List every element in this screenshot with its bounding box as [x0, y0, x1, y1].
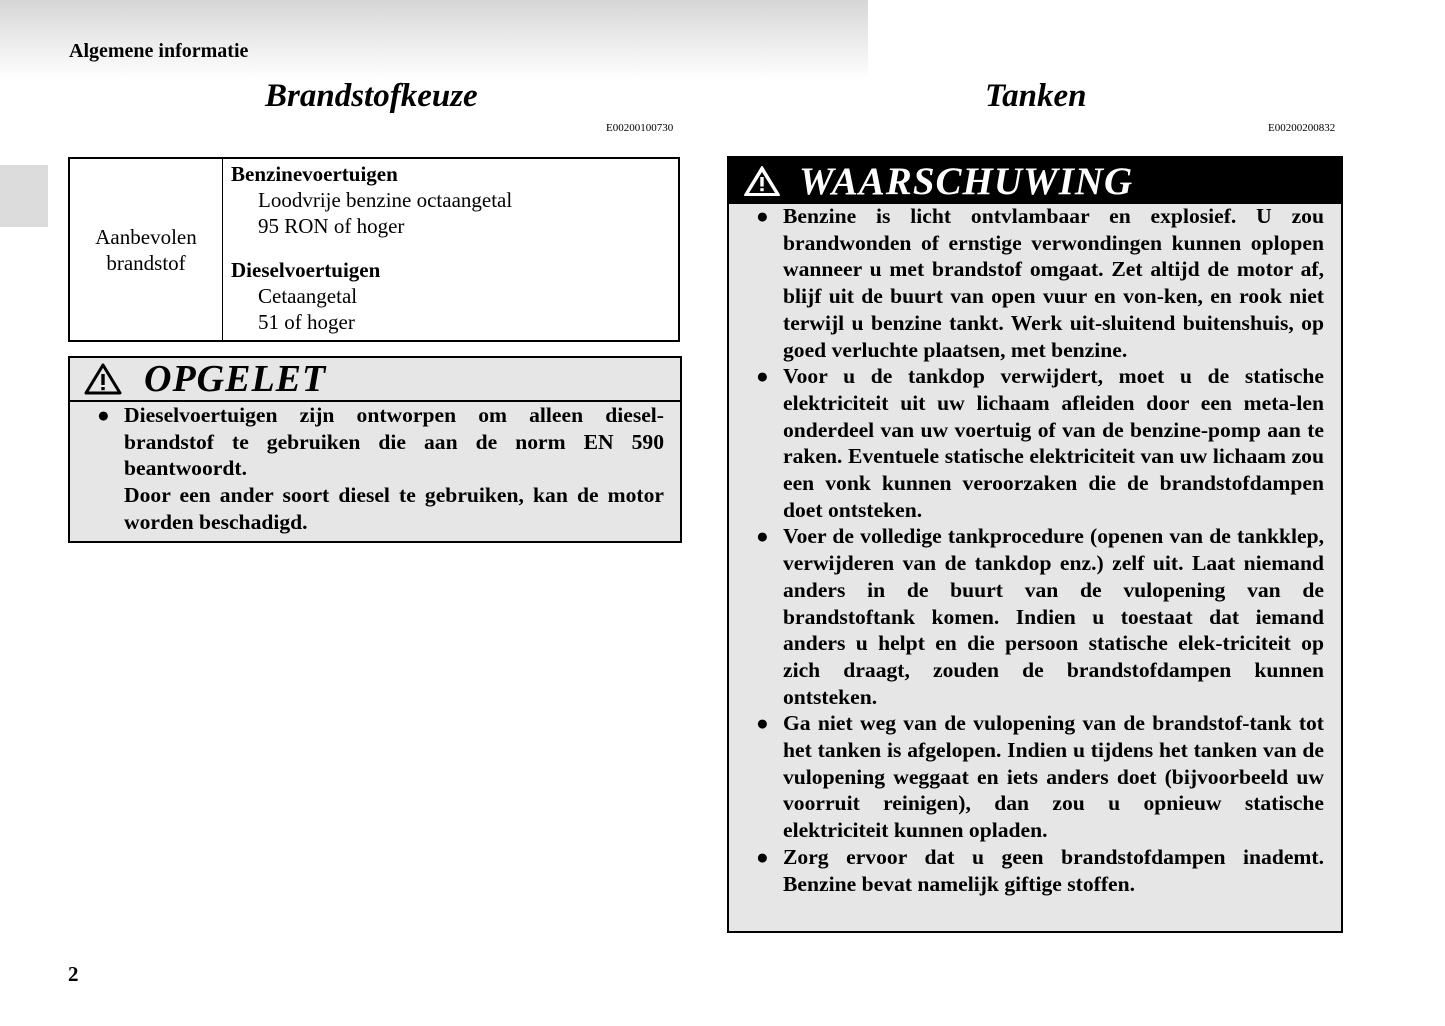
left-section-code: E00200100730	[606, 122, 674, 134]
caution-bullet	[97, 402, 664, 536]
petrol-heading: Benzinevoertuigen	[231, 162, 398, 186]
warning-bullet-text: Zorg ervoor dat u geen brandstofdampen inademt. Benzine bevat namelijk giftige stoffen.	[783, 844, 1324, 896]
fuel-table-value-cell	[223, 159, 678, 340]
fuel-table-label-cell	[70, 159, 223, 340]
warning-triangle-icon	[743, 165, 781, 197]
brandstofkeuze-title: Brandstofkeuze	[265, 78, 478, 114]
warning-bullet-text: Benzine is licht ontvlambaar en explosief. U zou brandwonden of ernstige verwondingen kunnen oplopen wanneer u met brandstof omgaat. Zet altijd de motor af, blijf uit de buurt van open vuur en von-ken, en rook niet terwijl u benzine tankt. Werk uit-sluitend buitenshuis, op goed verluchte plaatsen, met benzine.	[783, 204, 1324, 362]
page-number: 2	[68, 962, 79, 986]
warning-bullet-text: Voer de volledige tankprocedure (openen van de tankklep, verwijderen van de tankdop enz.) zelf uit. Laat niemand anders in de buurt van de vulopening van de brandstoftank komen. Indien u toestaat dat iemand anders u helpt en die persoon statische elek-triciteit op zich draagt, zouden de brandstofdampen kunnen ontsteken.	[783, 524, 1324, 709]
warning-box	[727, 156, 1343, 933]
warning-bullet-text: Voor u de tankdop verwijdert, moet u de statische elektriciteit uit uw lichaam afleiden door een meta-len onderdeel van uw voertuig of van de benzine-pomp aan te raken. Eventuele statische elektriciteit van uw lichaam zou een vonk kunnen veroorzaken die de brandstofdampen doet ontsteken.	[783, 364, 1324, 522]
section-label: Algemene informatie	[69, 40, 249, 62]
bullet-dot-icon: ●	[756, 524, 769, 549]
fuel-label-line1: Aanbevolen	[95, 224, 197, 249]
caution-header	[70, 358, 680, 402]
fuel-table	[68, 157, 680, 342]
bullet-dot-icon: ●	[756, 364, 769, 389]
warning-bullet	[756, 363, 1324, 523]
warning-bullet	[756, 710, 1324, 844]
bullet-dot-icon: ●	[97, 403, 110, 427]
diesel-line1: Cetaangetal	[258, 284, 358, 308]
petrol-line2: 95 RON of hoger	[258, 214, 405, 238]
caution-box	[68, 356, 682, 543]
caution-title: OPGELET	[144, 358, 327, 400]
warning-bullet-list	[756, 203, 1324, 897]
caution-bullet-continuation: Door een ander soort diesel te gebruiken, kan de motor worden beschadigd.	[124, 483, 664, 534]
side-tab-marker	[0, 165, 48, 227]
diesel-line2: 51 of hoger	[258, 310, 355, 334]
warning-bullet	[756, 203, 1324, 363]
warning-bullet	[756, 844, 1324, 897]
warning-bullet	[756, 523, 1324, 710]
bullet-dot-icon: ●	[756, 204, 769, 228]
diesel-heading: Dieselvoertuigen	[231, 258, 381, 282]
warning-title: WAARSCHUWING	[799, 159, 1134, 203]
warning-bullet-text: Ga niet weg van de vulopening van de brandstof-tank tot het tanken is afgelopen. Indien u tijdens het tanken van de vulopening weggaat en iets anders doet (bijvoorbeeld uw voorruit reinigen), dan zou u opnieuw statische elektriciteit kunnen opladen.	[783, 711, 1324, 843]
warning-header	[729, 158, 1341, 204]
warning-triangle-icon	[84, 363, 122, 395]
caution-bullet-text: Dieselvoertuigen zijn ontworpen om alleen diesel-brandstof te gebruiken die aan de norm EN 590 beantwoordt.	[124, 403, 664, 481]
petrol-line1: Loodvrije benzine octaangetal	[258, 188, 513, 212]
tanken-title: Tanken	[985, 78, 1087, 114]
right-section-code: E00200200832	[1268, 122, 1336, 134]
bullet-dot-icon: ●	[756, 711, 769, 736]
caution-bullet-list	[97, 402, 664, 536]
fuel-label-line2: brandstof	[106, 250, 186, 275]
bullet-dot-icon: ●	[756, 844, 769, 869]
